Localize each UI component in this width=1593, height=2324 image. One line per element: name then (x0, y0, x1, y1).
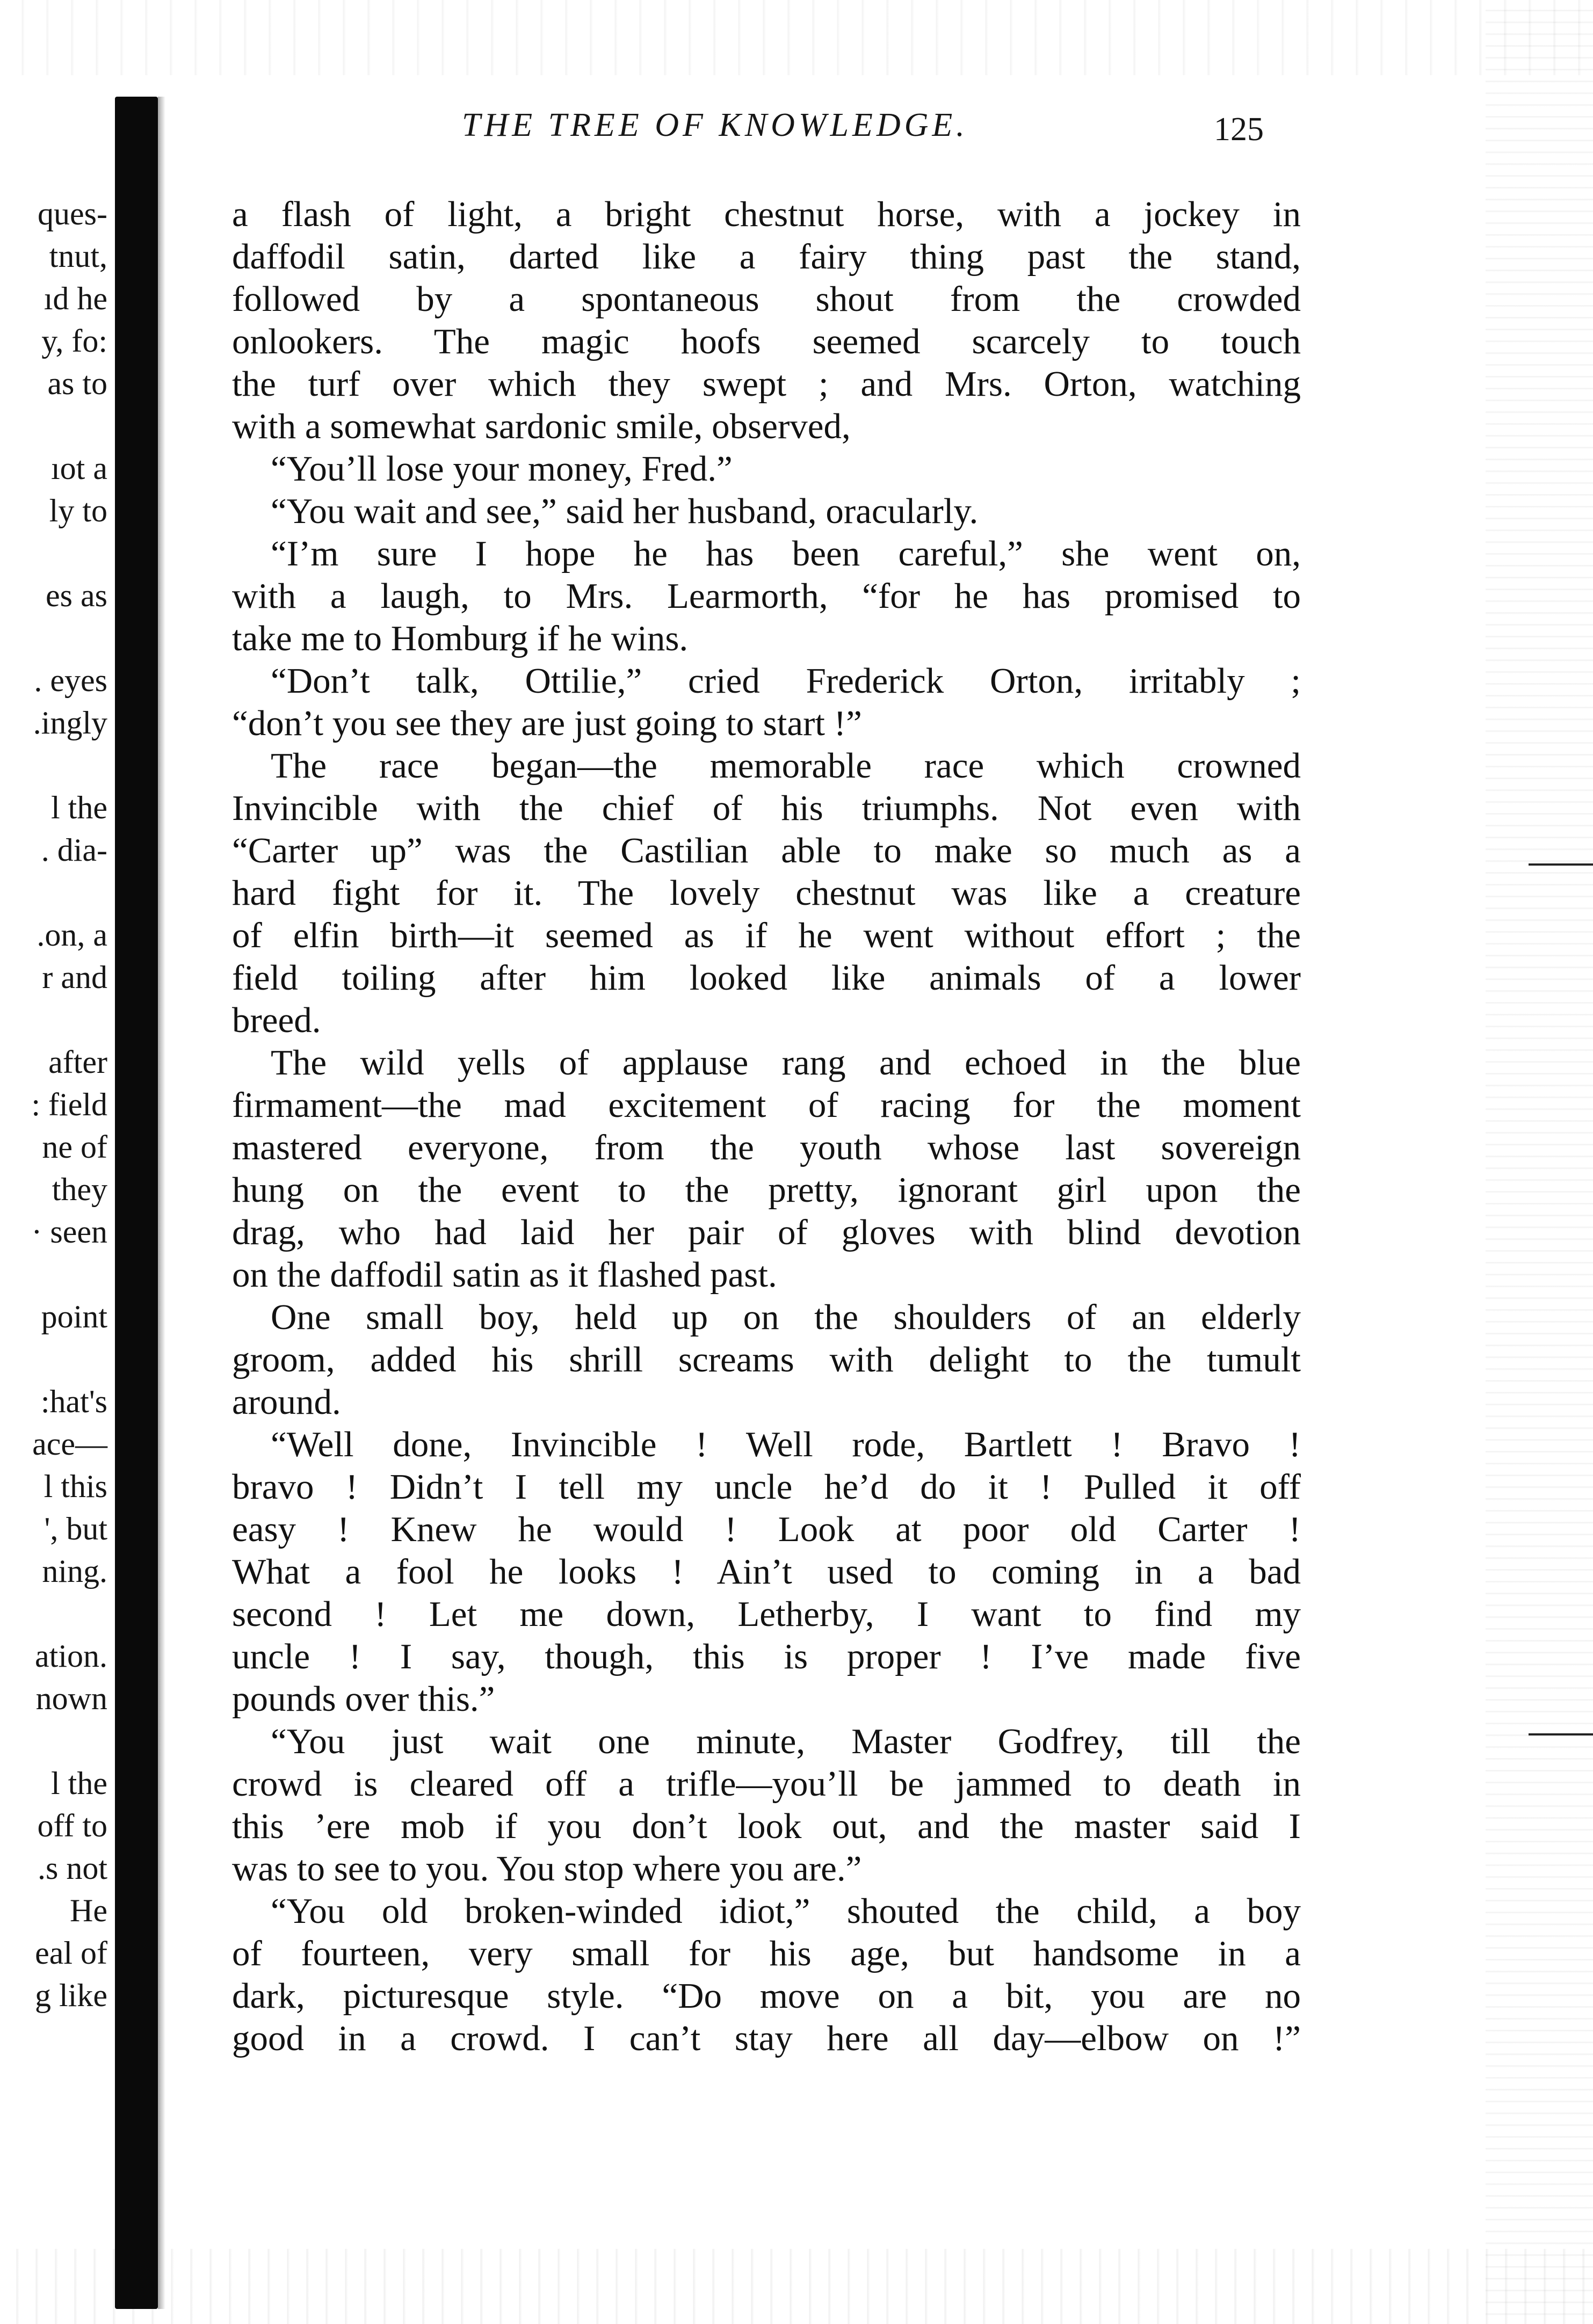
facing-page-fragment: es as (46, 578, 107, 613)
body-text (232, 193, 1301, 2060)
text-line: “Don’t talk, Ottilie,” cried Frederick Orton, irritably ; (271, 661, 1301, 701)
text-line: a flash of light, a bright chestnut horse, with a jockey in (232, 194, 1301, 234)
facing-page-fragment: off to (37, 1808, 107, 1843)
text-line: One small boy, held up on the shoulders of an elderly (271, 1297, 1301, 1337)
facing-page-fragment: ques- (38, 196, 107, 231)
facing-page-fragment: ', but (44, 1511, 107, 1546)
text-line: around. (232, 1382, 341, 1422)
facing-page-fragment: point (41, 1299, 107, 1334)
facing-page-fragment: . eyes (34, 663, 107, 698)
scan-noise-bottom (0, 2249, 1593, 2324)
text-line: onlookers. The magic hoofs seemed scarcely to touch (232, 322, 1301, 361)
text-line: “You’ll lose your money, Fred.” (271, 449, 733, 489)
facing-page-fragment: eal of (35, 1935, 107, 1971)
text-line: bravo ! Didn’t I tell my uncle he’d do it ! Pulled it off (232, 1467, 1301, 1507)
text-line: breed. (232, 1000, 321, 1040)
facing-page-fragment: ne of (42, 1129, 107, 1165)
facing-page-fragment: after (48, 1044, 107, 1080)
facing-page-fragment: ıot a (51, 451, 107, 486)
text-line: hard fight for it. The lovely chestnut was like a creature (232, 873, 1301, 913)
text-line: of fourteen, very small for his age, but handsome in a (232, 1934, 1301, 1973)
text-line: this ’ere mob if you don’t look out, and the master said I (232, 1806, 1301, 1846)
edge-mark (1529, 1733, 1593, 1735)
text-line: “You old broken-winded idiot,” shouted the child, a boy (271, 1891, 1301, 1931)
facing-page-fragment: .on, a (37, 917, 107, 953)
facing-page-fragment: y, fo: (41, 323, 107, 359)
book-spine-gutter (115, 97, 158, 2309)
facing-page-fragment: :hat's (40, 1384, 107, 1419)
text-line: “You just wait one minute, Master Godfrey, till the (271, 1722, 1301, 1761)
facing-page-fragment: ıd he (44, 281, 107, 316)
text-line: was to see to you. You stop where you are.” (232, 1849, 862, 1889)
text-line: crowd is cleared off a trifle—you’ll be jammed to death in (232, 1764, 1301, 1804)
facing-page-fragment: · seen (31, 1214, 107, 1250)
facing-page-fragment: ly to (49, 493, 107, 528)
text-line: firmament—the mad excitement of racing for the moment (232, 1085, 1301, 1125)
text-line: “You wait and see,” said her husband, oracularly. (271, 491, 979, 531)
facing-page-fragment: tnut, (49, 238, 107, 274)
facing-page-fragment: r and (42, 960, 107, 995)
facing-page-fragment: He (70, 1893, 107, 1928)
facing-page-fragment: l the (51, 1766, 107, 1801)
facing-page-fragment: ation. (35, 1638, 107, 1674)
facing-page-fragment: nown (35, 1681, 107, 1716)
text-line: easy ! Knew he would ! Look at poor old Carter ! (232, 1509, 1301, 1549)
facing-page-fragment: .s not (37, 1850, 107, 1886)
text-line: of elfin birth—it seemed as if he went without effort ; the (232, 916, 1301, 955)
scan-noise-right-edge (1486, 0, 1593, 2324)
text-line: take me to Homburg if he wins. (232, 619, 689, 658)
facing-page-fragment: . dia- (41, 832, 107, 868)
gutter-shadow (158, 97, 165, 2309)
text-line: uncle ! I say, though, this is proper ! I’ve made five (232, 1637, 1301, 1676)
text-line: drag, who had laid her pair of gloves with blind devotion (232, 1212, 1301, 1252)
text-line: second ! Let me down, Letherby, I want to find my (232, 1594, 1301, 1634)
facing-page-fragment: ning. (42, 1553, 107, 1589)
facing-page-fragment: as to (47, 366, 107, 401)
text-line: mastered everyone, from the youth whose last sovereign (232, 1128, 1301, 1167)
text-line: Invincible with the chief of his triumphs. Not even with (232, 788, 1301, 828)
text-line: pounds over this.” (232, 1679, 495, 1719)
facing-page-fragment: g like (35, 1978, 107, 2013)
facing-page-fragment: : field (31, 1087, 107, 1122)
facing-page-fragment: l the (51, 790, 107, 825)
text-line: field toiling after him looked like animals of a lower (232, 958, 1301, 998)
text-line: good in a crowd. I can’t stay here all day—elbow on !” (232, 2018, 1301, 2058)
text-line: “don’t you see they are just going to start !” (232, 703, 862, 743)
page-number: 125 (1214, 111, 1264, 148)
edge-mark (1529, 863, 1593, 866)
text-line: “Well done, Invincible ! Well rode, Bartlett ! Bravo ! (271, 1425, 1301, 1464)
text-line: The wild yells of applause rang and echoed in the blue (271, 1043, 1301, 1083)
scan-noise-top (0, 0, 1593, 75)
text-line: with a somewhat sardonic smile, observed, (232, 406, 851, 446)
text-line: daffodil satin, darted like a fairy thing past the stand, (232, 237, 1301, 277)
facing-page-fragment: they (52, 1172, 107, 1207)
text-line: The race began—the memorable race which crowned (271, 746, 1301, 786)
text-line: on the daffodil satin as it flashed past. (232, 1255, 777, 1295)
running-head-title: THE TREE OF KNOWLEDGE. (462, 107, 968, 143)
text-line: “I’m sure I hope he has been careful,” she went on, (271, 534, 1301, 573)
facing-page-fragment: .ingly (33, 705, 107, 740)
text-line: What a fool he looks ! Ain’t used to coming in a bad (232, 1552, 1301, 1592)
text-line: dark, picturesque style. “Do move on a bit, you are no (232, 1976, 1301, 2016)
text-line: with a laugh, to Mrs. Learmorth, “for he has promised to (232, 576, 1301, 616)
text-line: hung on the event to the pretty, ignorant girl upon the (232, 1170, 1301, 1210)
facing-page-fragment: ace— (32, 1426, 107, 1462)
text-line: the turf over which they swept ; and Mrs. Orton, watching (232, 364, 1301, 404)
text-line: “Carter up” was the Castilian able to make so much as a (232, 831, 1301, 870)
facing-page-fragment: l this (44, 1469, 107, 1504)
text-line: followed by a spontaneous shout from the crowded (232, 279, 1301, 319)
text-line: groom, added his shrill screams with delight to the tumult (232, 1340, 1301, 1379)
